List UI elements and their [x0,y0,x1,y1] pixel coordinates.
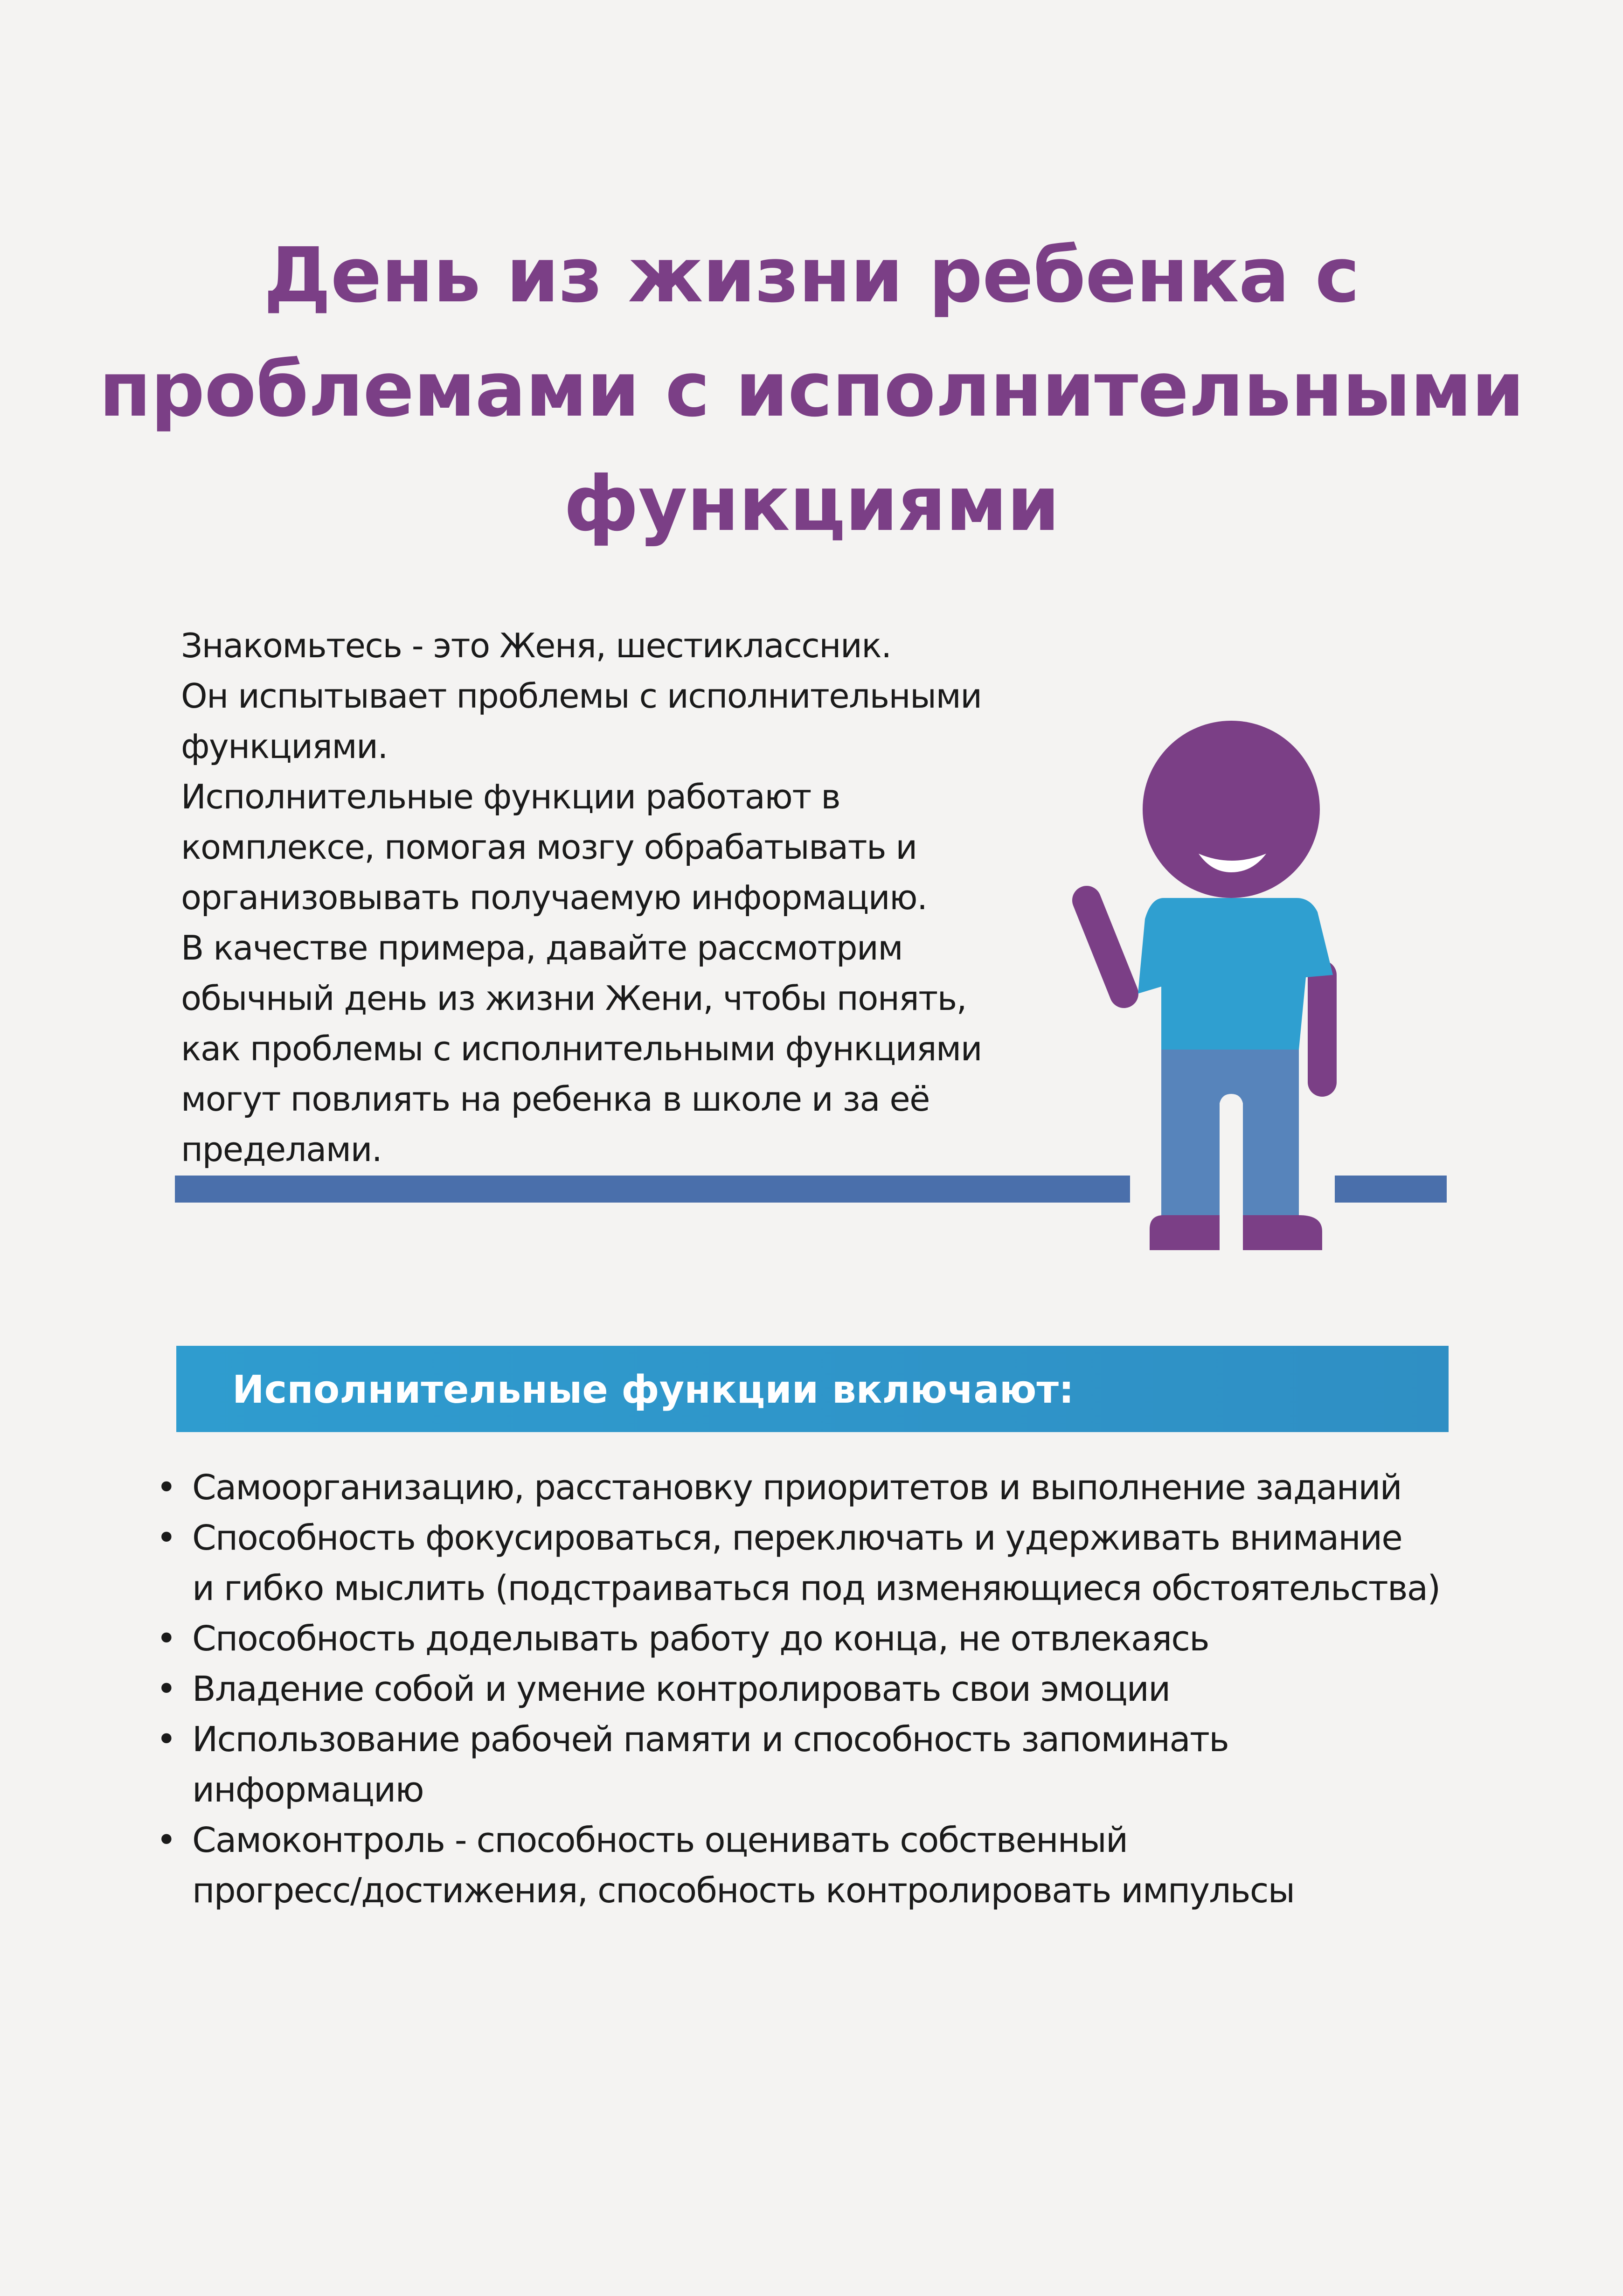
list-item-line: информацию [192,1770,423,1810]
intro-line: функциями. [181,727,388,766]
list-item-line: Владение собой и умение контролировать свои эмоции [192,1669,1170,1709]
title-line: функциями [563,460,1060,548]
bullet: • [156,1820,176,1860]
section-banner [176,1346,1449,1432]
page-title [0,219,1623,562]
section-banner-label: Исполнительные функции включают: [232,1368,1074,1412]
intro-line: Исполнительные функции работают в [181,777,840,816]
bullet: • [156,1619,176,1659]
list-item [156,1815,1555,1916]
intro-line: В качестве примера, давайте рассмотрим [181,928,903,967]
shirt [1138,898,1333,1050]
list-item [156,1614,1555,1664]
list-item-line: Использование рабочей памяти и способность запоминать [192,1719,1229,1760]
title-line: проблемами с исполнительными [99,346,1524,434]
intro-line: обычный день из жизни Жени, чтобы понять, [181,979,967,1018]
list-item-line: Способность фокусироваться, переключать и удерживать внимание [192,1518,1402,1558]
intro-line: организовывать получаемую информацию. [181,878,927,917]
list-item [156,1462,1555,1513]
left-shoe [1150,1215,1220,1250]
bullet: • [156,1468,176,1508]
list-item [156,1714,1555,1815]
intro-line: комплексе, помогая мозгу обрабатывать и [181,828,917,867]
bullet: • [156,1719,176,1760]
list-item-line: Самоорганизацию, расстановку приоритетов и выполнение заданий [192,1468,1401,1508]
intro-line: Знакомьтесь - это Женя, шестиклассник. [181,626,891,665]
list-item-line: Способность доделывать работу до конца, не отвлекаясь [192,1619,1209,1659]
intro-line: Он испытывает проблемы с исполнительными [181,676,982,716]
intro-line: пределами. [181,1130,382,1169]
ground-line-left [175,1176,1130,1203]
list-item-line: и гибко мыслить (подстраиваться под изменяющиеся обстоятельства) [192,1568,1440,1608]
right-shoe [1243,1215,1322,1250]
intro-paragraph [181,620,1104,1175]
bullet: • [156,1518,176,1558]
title-line: День из жизни ребенка с [264,231,1359,320]
list-item [156,1513,1555,1614]
intro-line: могут повлиять на ребенка в школе и за её [181,1079,929,1119]
list-item-line: Самоконтроль - способность оценивать собственный [192,1820,1128,1860]
pants [1161,1050,1299,1229]
raised-arm [1087,900,1124,994]
functions-list [156,1462,1555,1916]
list-item-line: прогресс/достижения, способность контролировать импульсы [192,1871,1295,1911]
bullet: • [156,1669,176,1709]
intro-line: как проблемы с исполнительными функциями [181,1029,982,1068]
list-item [156,1664,1555,1714]
waving-child-icon [1063,714,1362,1255]
